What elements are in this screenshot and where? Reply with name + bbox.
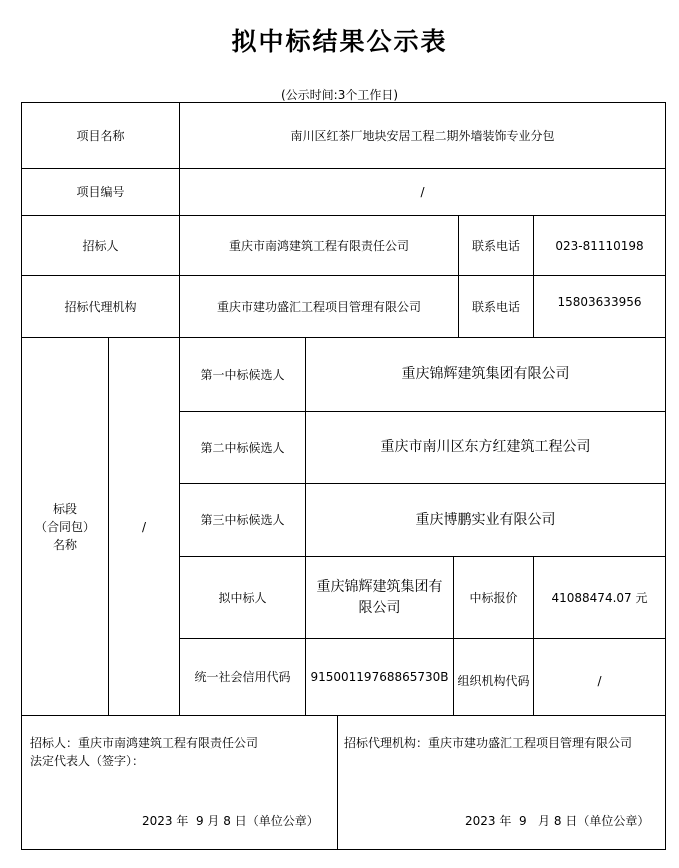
page-title: 拟中标结果公示表	[231, 27, 448, 56]
winner-label: 拟中标人	[218, 590, 267, 605]
signature-left-date: 2023 年 9 月 8 日（单位公章）	[142, 814, 319, 828]
winner-price-label: 中标报价	[469, 590, 518, 605]
section-value: /	[141, 519, 147, 534]
tenderer-label: 招标人	[82, 238, 119, 253]
agency-value: 重庆市建功盛汇工程项目管理有限公司	[216, 299, 421, 314]
candidate-3-label: 第三中标候选人	[200, 513, 285, 527]
agency-phone-value: 15803633956	[557, 295, 642, 309]
credit-code-label: 统一社会信用代码	[194, 670, 291, 684]
agency-label: 招标代理机构	[64, 299, 137, 314]
agency-phone-label: 联系电话	[471, 299, 520, 314]
page-subtitle: (公示时间:3个工作日)	[280, 88, 399, 102]
signature-left-tenderer: 招标人：重庆市南鸿建筑工程有限责任公司	[30, 736, 259, 750]
candidate-2-value: 重庆市南川区东方红建筑工程公司	[380, 439, 591, 455]
winner-value: 重庆锦辉建筑集团有 限公司	[316, 578, 443, 616]
section-label: 标段 （合同包） 名称	[34, 501, 95, 552]
winner-price-value: 41088474.07 元	[551, 590, 648, 605]
candidate-2-label: 第二中标候选人	[200, 440, 285, 455]
signature-right-agency: 招标代理机构：重庆市建功盛汇工程项目管理有限公司	[344, 736, 633, 750]
tenderer-phone-label: 联系电话	[471, 238, 520, 253]
candidate-3-value: 重庆博鹏实业有限公司	[415, 511, 556, 528]
project-code-value: /	[420, 185, 425, 199]
org-code-label: 组织机构代码	[457, 674, 530, 688]
signature-right-date: 2023 年 9 月 8 日（单位公章）	[465, 814, 650, 828]
tenderer-phone-value: 023-81110198	[555, 238, 644, 253]
tenderer-value: 重庆市南鸿建筑工程有限责任公司	[228, 238, 409, 253]
project-name-value: 南川区红茶厂地块安居工程二期外墙装饰专业分包	[290, 128, 555, 143]
org-code-value: /	[597, 674, 602, 688]
candidate-1-value: 重庆锦辉建筑集团有限公司	[401, 366, 570, 382]
signature-left-legal-rep: 法定代表人（签字）：	[30, 754, 145, 768]
project-code-label: 项目编号	[76, 185, 125, 199]
candidate-1-label: 第一中标候选人	[200, 367, 285, 382]
credit-code-value: 91500119768865730B	[310, 670, 449, 684]
project-name-label: 项目名称	[76, 128, 125, 143]
